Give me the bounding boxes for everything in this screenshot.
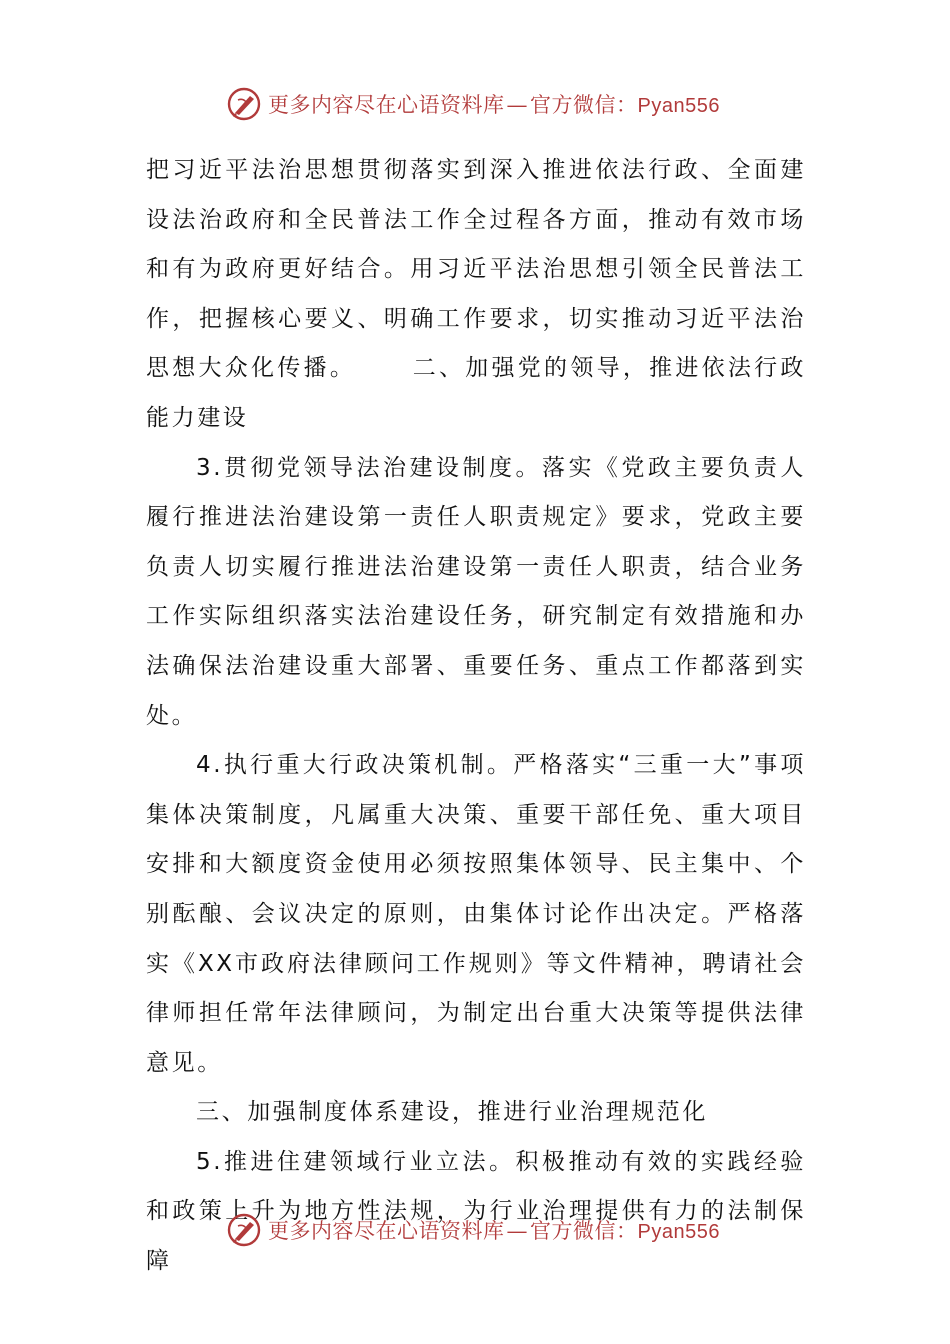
watermark-account: Pyan556: [637, 1221, 720, 1243]
watermark-text: [268, 89, 720, 119]
watermark-title: 更多内容尽在心语资料库: [268, 93, 505, 117]
watermark-title: 更多内容尽在心语资料库: [268, 1219, 505, 1243]
watermark-label: 官方微信：: [530, 1219, 638, 1243]
header-watermark: [226, 82, 720, 126]
section-2-heading: 二、加强党的领导，推进依法行政能力建设: [146, 355, 806, 431]
watermark-separator: —: [506, 1219, 528, 1243]
paragraph-item-4: 4.执行重大行政决策机制。严格落实“三重一大”事项集体决策制度，凡属重大决策、重要干部任免、重大项目安排和大额度资金使用必须按照集体领导、民主集中、个别酝酿、会议决定的原则，由集体讨论作出决定。严格落实《XX市政府法律顾问工作规则》等文件精神，聘请社会律师担任常年法律顾问，为制定出台重大决策等提供法律意见。: [146, 752, 806, 1076]
paragraph-item-3: 3.贯彻党领导法治建设制度。落实《党政主要负责人履行推进法治建设第一责任人职责规定》要求，党政主要负责人切实履行推进法治建设第一责任人职责，结合业务工作实际组织落实法治建设任务，研究制定有效措施和办法确保法治建设重大部署、重要任务、重点工作都落到实处。: [146, 454, 806, 729]
watermark-label: 官方微信：: [530, 93, 638, 117]
paragraph-item-5: 5.推进住建领域行业立法。积极推动有效的实践经验和政策上升为地方性法规，为行业治理提供有力的法制保障: [146, 1148, 806, 1275]
pen-logo-icon: [226, 1212, 262, 1248]
intro-text: 把习近平法治思想贯彻落实到深入推进依法行政、全面建设法治政府和全民普法工作全过程各方面，推动有效市场和有为政府更好结合。用习近平法治思想引领全民普法工作，把握核心要义、明确工作要求，切实推动习近平法治思想大众化传播。: [146, 157, 806, 382]
watermark-account: Pyan556: [637, 95, 720, 117]
document-body: [146, 146, 806, 1287]
watermark-separator: —: [506, 93, 528, 117]
footer-watermark: [226, 1208, 720, 1252]
pen-logo-icon: [226, 86, 262, 122]
watermark-text: [268, 1215, 720, 1245]
intro-paragraph: [146, 146, 806, 444]
section-3-heading: 三、加强制度体系建设，推进行业治理规范化: [196, 1099, 708, 1126]
